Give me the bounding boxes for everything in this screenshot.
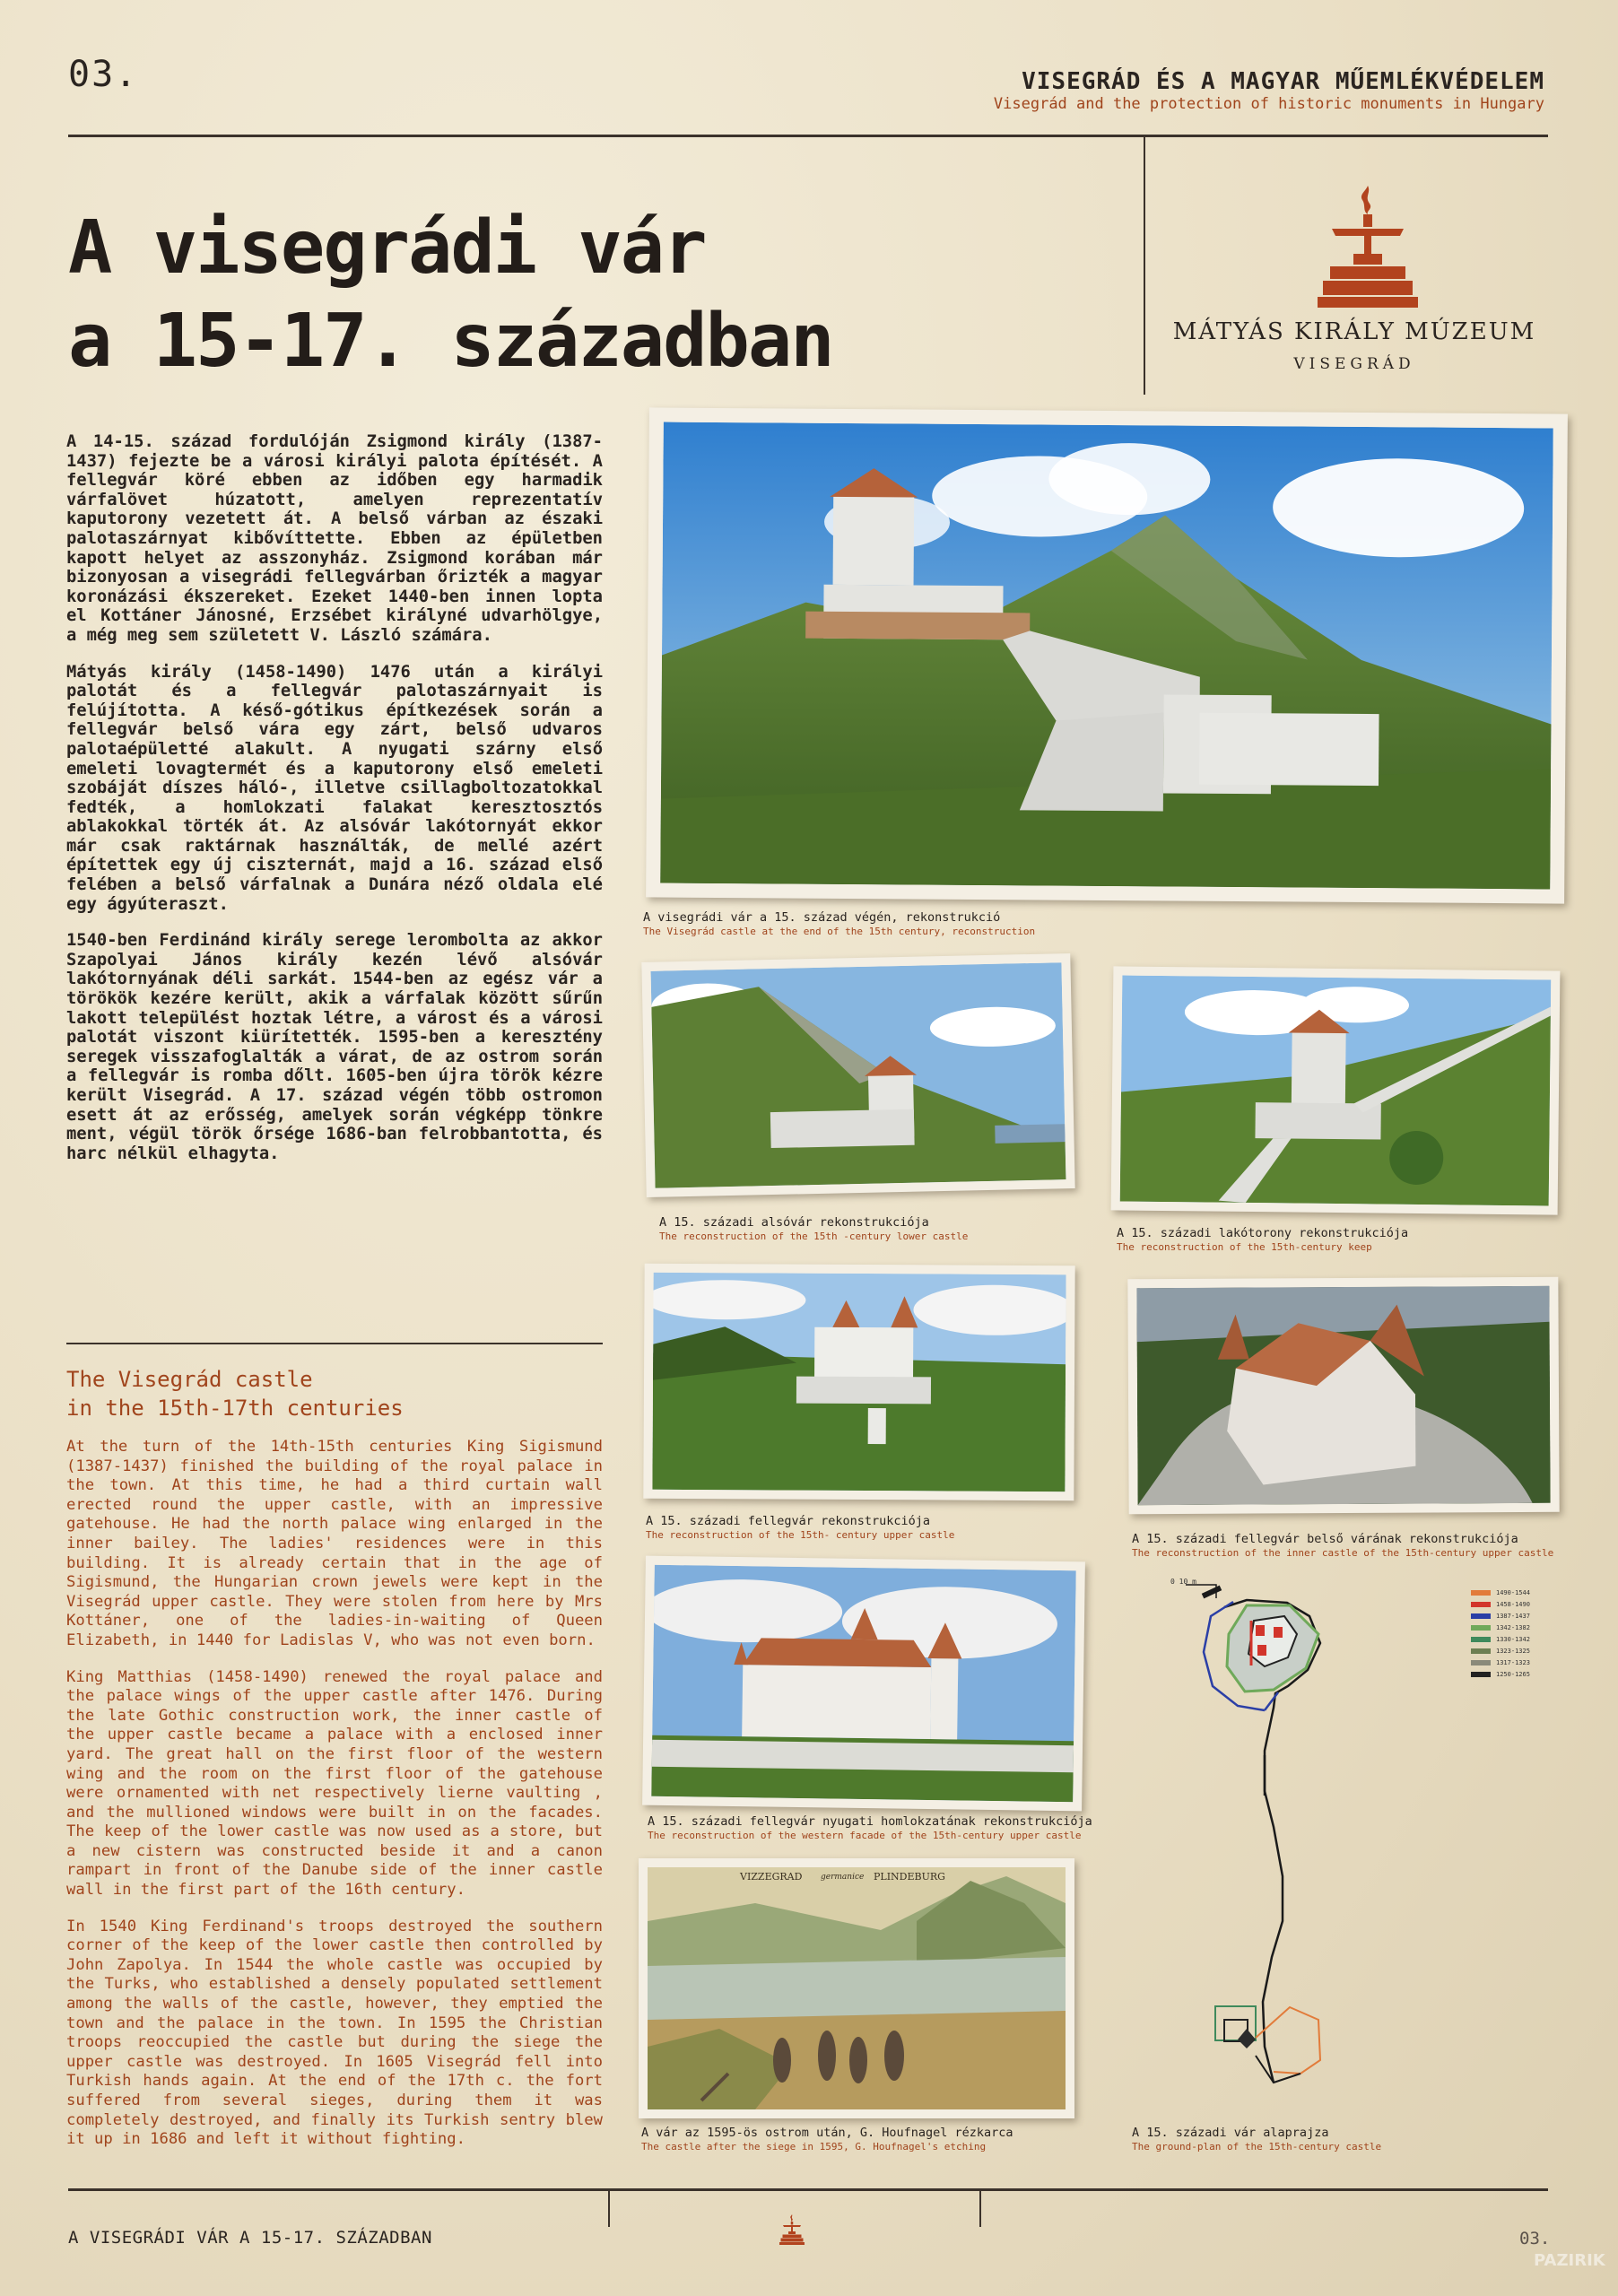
legend-item: 1387-1437 <box>1471 1613 1530 1620</box>
title-line-1: A visegrádi vár <box>68 205 706 291</box>
legend-item: 1330-1342 <box>1471 1636 1530 1643</box>
hu-paragraph-2: Mátyás király (1458-1490) 1476 után a királyi palotát és a fellegvár palotaszárnyait is felújította. A késő-gótikus építkezések során a fellegvár belső vára egy zárt, belső udvaros palotaépületté alakult. A nyugati szárny első emeleti lovagtermét és a kaputorony első emeleti szobáját díszes háló-, illetve csillagboltozatokkal fedték, a homlokzati falakat keresztosztós ablakokkal törték át. Az alsóvár lakótornyát ekkor már csak raktárnak használták, de mellé azért építettek egy új ciszternát, majd a 16. század első felében a belső várfalnak a Dunára néző oldala elé egy ágyúteraszt. <box>66 662 603 914</box>
legend-item: 1458-1490 <box>1471 1601 1530 1608</box>
figure-upper-castle <box>643 1264 1074 1501</box>
legend-swatch <box>1471 1648 1491 1654</box>
caption-hu: A 15. századi alsóvár rekonstrukciója <box>659 1215 929 1230</box>
museum-place: VISEGRÁD <box>1293 355 1415 373</box>
legend-item: 1250-1265 <box>1471 1671 1530 1678</box>
figure-keep <box>1111 966 1561 1214</box>
hu-paragraph-3: 1540-ben Ferdinánd király serege lerombolta az akkor Szapolyai János király kezén lévő alsóvár lakótornyának déli sarkát. 1544-ben az egész vár a törökök kezére került, akik a várfalak között sűrűn lakott települést hoztak létre, a várost és a városi palotát viszont kiürítették. 1595-ben a keresztény seregek visszafoglalták a várat, de az ostrom során a fellegvár is romba dőlt. 1605-ben újra török kézre került Visegrád. A 17. század végén több ostromon esett át az erősség, amelyek során végképp tönkre ment, végül török őrsége 1686-ban felrobbantotta, és harc nélkül elhagyta. <box>66 931 603 1163</box>
legend-swatch <box>1471 1637 1491 1642</box>
page-number: 03. <box>68 54 139 95</box>
watermark: PAZIRIK <box>1534 2251 1605 2270</box>
footer-title: A VISEGRÁDI VÁR A 15-17. SZÁZADBAN <box>68 2228 432 2248</box>
english-heading-line-2: in the 15th-17th centuries <box>66 1396 404 1421</box>
engraving-label-left: VIZZEGRAD <box>740 1871 803 1883</box>
series-subtitle: Visegrád and the protection of historic monuments in Hungary <box>993 95 1544 113</box>
figure-lower-castle <box>641 953 1074 1197</box>
legend-swatch <box>1471 1602 1491 1607</box>
caption-en: The reconstruction of the western facade of the 15th-century upper castle <box>648 1830 1082 1841</box>
legend-item: 1342-1382 <box>1471 1624 1530 1631</box>
footer-page-number: 03. <box>1519 2229 1551 2248</box>
legend-swatch <box>1471 1625 1491 1631</box>
figure-castle-overview <box>646 407 1568 903</box>
header-vertical-divider <box>1144 135 1145 395</box>
english-heading <box>66 1365 404 1422</box>
en-paragraph-3: In 1540 King Ferdinand's troops destroyed the southern corner of the keep of the lower castle then controlled by John Zapolya. In 1544 the whole castle was occupied by the Turks, who established a densely populated settlement among the walls of the castle, however, they emptied the town and the palace in the town. In 1595 the Christian troops reoccupied the castle but during the siege the upper castle was destroyed. In 1605 Visegrád fell into Turkish hands again. At the end of the 17th c. the fort suffered from several sieges, during them it was completely destroyed, and finally its Turkish sentry blew it up in 1686 and left it without fighting. <box>66 1917 603 2149</box>
caption-en: The reconstruction of the inner castle of the 15th-century upper castle <box>1132 1547 1554 1559</box>
figure-west-facade <box>642 1556 1085 1812</box>
english-text <box>66 1438 603 2167</box>
legend-swatch <box>1471 1613 1491 1619</box>
footer-divider-right <box>979 2191 981 2227</box>
legend-item: 1317-1323 <box>1471 1659 1530 1666</box>
footer-logo-icon <box>779 2213 805 2246</box>
caption-hu: A 15. századi fellegvár belső várának rekonstrukciója <box>1132 1532 1518 1546</box>
english-heading-line-1: The Visegrád castle <box>66 1367 313 1392</box>
legend-swatch <box>1471 1660 1491 1665</box>
fountain-logo-icon <box>1314 184 1422 309</box>
hungarian-text <box>66 432 603 1180</box>
series-title: VISEGRÁD ÉS A MAGYAR MŰEMLÉKVÉDELEM <box>1022 68 1544 95</box>
caption-hu: A 15. századi vár alaprajza <box>1132 2126 1329 2140</box>
caption-en: The reconstruction of the 15th-century keep <box>1117 1241 1372 1253</box>
caption-hu: A 15. századi lakótorony rekonstrukciója <box>1117 1226 1409 1240</box>
plan-legend <box>1471 1589 1552 1688</box>
page-title <box>68 202 833 388</box>
caption-hu: A vár az 1595-ös ostrom után, G. Houfnagel rézkarca <box>641 2126 1013 2140</box>
caption-hu: A 15. századi fellegvár rekonstrukciója <box>646 1514 930 1528</box>
legend-item: 1490-1544 <box>1471 1589 1530 1596</box>
caption-hu: A 15. századi fellegvár nyugati homlokzatának rekonstrukciója <box>648 1814 1092 1829</box>
legend-swatch <box>1471 1672 1491 1677</box>
engraving-label-right: PLINDEBURG <box>874 1871 945 1883</box>
en-paragraph-2: King Matthias (1458-1490) renewed the royal palace and the palace wings of the upper castle after 1476. During the late Gothic construction work, the inner castle of the upper castle became a palace with a enclosed inner yard. The great hall on the first floor of the western wing and the room on the first floor of the gatehouse were ornamented with net respectively lierne vaulting , and the mullioned windows were built in on the facades. The keep of the lower castle was now used as a store, but a new cistern was constructed beside it and a canon rampart in front of the Danube side of the inner castle wall in the first part of the 16th century. <box>66 1667 603 1900</box>
caption-en: The reconstruction of the 15th -century lower castle <box>659 1231 969 1242</box>
caption-en: The reconstruction of the 15th- century upper castle <box>646 1529 955 1541</box>
museum-name: MÁTYÁS KIRÁLY MÚZEUM <box>1172 318 1536 345</box>
caption-en: The castle after the siege in 1595, G. Houfnagel's etching <box>641 2141 987 2152</box>
caption-en: The ground-plan of the 15th-century castle <box>1132 2141 1382 2152</box>
legend-swatch <box>1471 1590 1491 1596</box>
footer-rule <box>68 2188 1548 2191</box>
en-paragraph-1: At the turn of the 14th-15th centuries King Sigismund (1387-1437) finished the building of the royal palace in the town. At this time, he had a third curtain wall erected round the upper castle, with an impressive gatehouse. He had the north palace wing enlarged in the inner bailey. The ladies' residences were in this building. It is already certain that in the age of Sigismund, the Hungarian crown jewels were kept in the Visegrád upper castle. They were stolen from here by Mrs Kottáner, one of the ladies-in-waiting of Queen Elizabeth, in 1440 for Ladislas V, who was not even born. <box>66 1438 603 1649</box>
scale-bar: 0 10 m <box>1170 1578 1196 1586</box>
header-rule <box>68 135 1548 137</box>
hu-paragraph-1: A 14-15. század fordulóján Zsigmond király (1387-1437) fejezte be a városi királyi palota építését. A fellegvár köré ebben az időben egy harmadik várfalövet húzatott, amelyen reprezentatív kaputorony vezetett át. A belső várban az északi palotaszárnyat kibővíttette. Ebben az épületben kapott helyet az asszonyház. Zsigmond korában már bizonyosan a visegrádi fellegvárban őrizték a magyar koronázási ékszereket. Ezeket 1440-ben innen lopta el Kottáner Jánosné, Erzsébet királyné udvarhölgye, a még meg sem született V. László számára. <box>66 432 603 645</box>
caption-en: The Visegrád castle at the end of the 15th century, reconstruction <box>643 926 1036 937</box>
figure-engraving <box>639 1858 1074 2118</box>
section-rule <box>66 1343 603 1344</box>
title-line-2: a 15-17. században <box>68 299 833 384</box>
footer-divider-left <box>608 2191 610 2227</box>
caption-hu: A visegrádi vár a 15. század végén, rekonstrukció <box>643 910 1001 925</box>
figure-inner-castle <box>1127 1277 1559 1515</box>
legend-item: 1323-1325 <box>1471 1648 1530 1655</box>
engraving-label-mid: germanice <box>821 1873 865 1882</box>
